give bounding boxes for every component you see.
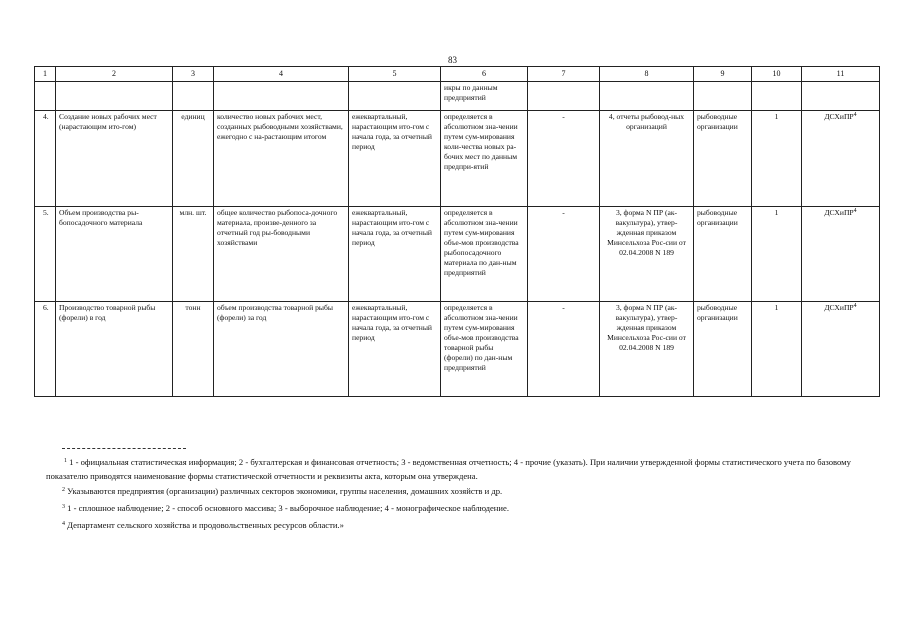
footnote-3 <box>62 502 882 516</box>
source-cell: 3, форма N ПР (ак-вакультура), утвер-жденная приказом Минсельхоза Рос-сии от 02.04.2008 N 189 <box>600 207 694 302</box>
continuation-row <box>35 82 880 111</box>
indicator-name: Объем производства ры-бопосадочного материала <box>56 207 173 302</box>
definition-cell: общее количество рыбопоса-дочного материала, произве-денного за отчетный год ры-боводными хозяйствами <box>214 207 349 302</box>
table-cell <box>752 82 802 111</box>
table-cell <box>214 82 349 111</box>
column-number-row <box>35 67 880 82</box>
table-row <box>35 207 880 302</box>
responsible-cell <box>802 207 880 302</box>
method-cell: определяется в абсолютном зна-чении путем сум-мирования объе-мов производства рыбопосадочного материала по дан-ным предприятий <box>441 207 528 302</box>
responsible-text: ДСХиПР <box>824 303 854 312</box>
responsible-cell <box>802 111 880 207</box>
unit-cell: тонн <box>173 302 214 397</box>
indicators-table <box>34 66 880 397</box>
unit-cell: млн. шт. <box>173 207 214 302</box>
responsible-text: ДСХиПР <box>824 112 854 121</box>
column-number: 9 <box>694 67 752 82</box>
footnote-mark: 4 <box>853 303 857 309</box>
table-cell <box>35 82 56 111</box>
table-cell <box>528 82 600 111</box>
col7-cell: - <box>528 207 600 302</box>
row-number: 5. <box>35 207 56 302</box>
footnote-mark: 4 <box>62 521 65 527</box>
unit-cell: единиц <box>173 111 214 207</box>
footnote-4 <box>62 519 882 533</box>
footnote-divider <box>62 448 186 449</box>
footnote-mark: 4 <box>853 112 857 118</box>
responsible-cell <box>802 302 880 397</box>
column-number: 11 <box>802 67 880 82</box>
column-number: 1 <box>35 67 56 82</box>
table-cell <box>694 82 752 111</box>
column-number: 6 <box>441 67 528 82</box>
method-cell: икры по данным предприятий <box>441 82 528 111</box>
source-cell: 4, отчеты рыбовод-ных организаций <box>600 111 694 207</box>
footnote-text: Департамент сельского хозяйства и продовольственных ресурсов области.» <box>67 520 344 530</box>
periodicity-cell: ежеквартальный, нарастающим ито-гом с начала года, за отчетный период <box>349 302 441 397</box>
row-number: 4. <box>35 111 56 207</box>
col10-cell: 1 <box>752 111 802 207</box>
method-cell: определяется в абсолютном зна-чении путем сум-мирования объе-мов производства товарной рыбы (форели) по дан-ным предприятий <box>441 302 528 397</box>
source-cell: 3, форма N ПР (ак-вакультура), утвер-жденная приказом Минсельхоза Рос-сии от 02.04.2008 N 189 <box>600 302 694 397</box>
indicator-name: Производство товарной рыбы (форели) в год <box>56 302 173 397</box>
col10-cell: 1 <box>752 302 802 397</box>
indicator-name: Создание новых рабочих мест (нарастающим ито-гом) <box>56 111 173 207</box>
footnote-2 <box>62 485 882 499</box>
footnote-mark: 4 <box>853 208 857 214</box>
respondents-cell: рыбоводные организации <box>694 111 752 207</box>
table-cell <box>349 82 441 111</box>
periodicity-cell: ежеквартальный, нарастающим ито-гом с начала года, за отчетный период <box>349 207 441 302</box>
column-number: 2 <box>56 67 173 82</box>
method-cell: определяется в абсолютном зна-чении путем сум-мирования коли-чества новых ра-бочих мест по данным предпри-ятий <box>441 111 528 207</box>
table-row <box>35 302 880 397</box>
table-cell <box>56 82 173 111</box>
column-number: 10 <box>752 67 802 82</box>
footnote-1 <box>46 456 882 482</box>
definition-cell: количество новых рабочих мест, созданных рыбоводными хозяйствами, ежегодно с на-растающим итогом <box>214 111 349 207</box>
row-number: 6. <box>35 302 56 397</box>
footnote-text: 1 - официальная статистическая информация; 2 - бухгалтерская и финансовая отчетность; 3 - ведомственная отчетность; 4 - прочие (указать). При наличии утвержденной формы статистического учета по базовому показателю приводятся наименование формы статистической отчетности и реквизиты акта, которым она утверждена. <box>46 457 851 481</box>
footnote-mark: 1 <box>64 458 67 464</box>
footnote-mark: 2 <box>62 487 65 493</box>
footnote-text: Указываются предприятия (организации) различных секторов экономики, группы населения, домашних хозяйств и др. <box>67 486 503 496</box>
page-number: 83 <box>448 55 457 65</box>
footnote-mark: 3 <box>62 504 65 510</box>
col10-cell: 1 <box>752 207 802 302</box>
col7-cell: - <box>528 302 600 397</box>
column-number: 7 <box>528 67 600 82</box>
footnote-text: 1 - сплошное наблюдение; 2 - способ основного массива; 3 - выборочное наблюдение; 4 - монографическое наблюдение. <box>67 503 509 513</box>
definition-cell: объем производства товарной рыбы (форели) за год <box>214 302 349 397</box>
col7-cell: - <box>528 111 600 207</box>
footnotes <box>46 448 882 536</box>
table-cell <box>600 82 694 111</box>
column-number: 3 <box>173 67 214 82</box>
column-number: 4 <box>214 67 349 82</box>
column-number: 8 <box>600 67 694 82</box>
table-cell <box>173 82 214 111</box>
table-row <box>35 111 880 207</box>
responsible-text: ДСХиПР <box>824 208 854 217</box>
column-number: 5 <box>349 67 441 82</box>
table-cell <box>802 82 880 111</box>
periodicity-cell: ежеквартальный, нарастающим ито-гом с начала года, за отчетный период <box>349 111 441 207</box>
respondents-cell: рыбоводные организации <box>694 207 752 302</box>
respondents-cell: рыбоводные организации <box>694 302 752 397</box>
